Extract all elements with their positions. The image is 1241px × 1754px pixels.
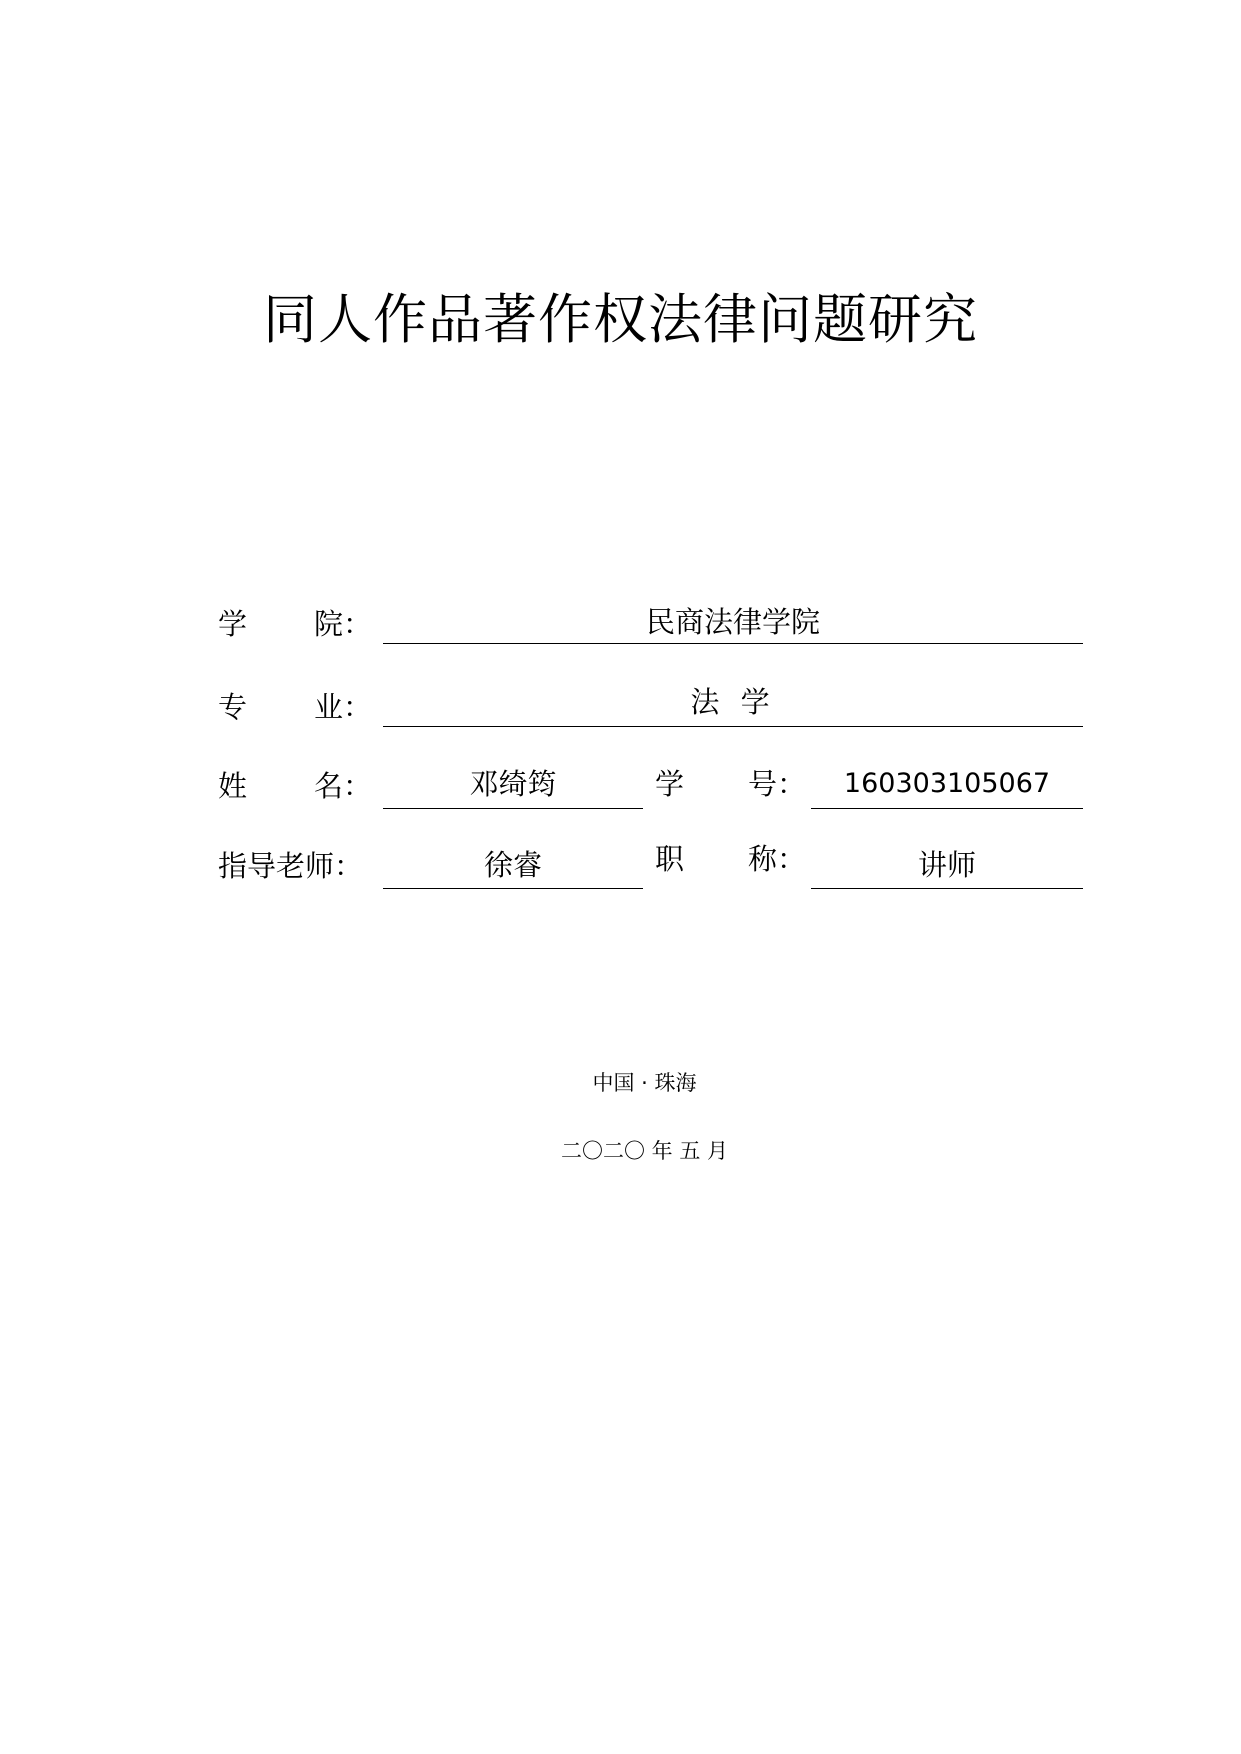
thesis-title: 同人作品著作权法律问题研究	[263, 288, 978, 351]
college-label-char2: 院：	[314, 607, 373, 641]
name-label	[218, 768, 373, 804]
title-rank-label-char1: 职	[655, 842, 685, 876]
title-rank-value: 讲师	[917, 848, 976, 882]
college-value: 民商法律学院	[645, 605, 820, 639]
title-rank-label-char2: 称：	[748, 842, 807, 876]
college-label-char1: 学	[218, 607, 248, 641]
title-rank-label	[655, 841, 805, 877]
college-label	[218, 606, 373, 642]
student-id-label-char2: 号：	[748, 767, 807, 801]
name-underline	[383, 808, 643, 809]
location-text: 中国 · 珠海	[592, 1071, 697, 1095]
name-value: 邓绮筠	[469, 767, 557, 801]
student-id-underline	[811, 808, 1083, 809]
title-rank-underline	[811, 888, 1083, 889]
advisor-underline	[383, 888, 643, 889]
name-label-char1: 姓	[218, 769, 248, 803]
student-id-value: 160303105067	[843, 768, 1051, 799]
major-label	[218, 689, 373, 725]
major-value: 法 学	[690, 685, 776, 719]
student-id-label	[655, 766, 805, 802]
student-id-label-char1: 学	[655, 767, 685, 801]
major-underline	[383, 726, 1083, 727]
major-label-char1: 专	[218, 690, 248, 724]
date-text: 二〇二〇 年 五 月	[560, 1139, 729, 1163]
name-label-char2: 名：	[314, 769, 373, 803]
advisor-label	[218, 848, 378, 884]
college-underline	[383, 643, 1083, 644]
major-label-char2: 业：	[314, 690, 373, 724]
advisor-value: 徐睿	[483, 848, 542, 882]
advisor-label-text: 指导老师：	[218, 849, 364, 883]
